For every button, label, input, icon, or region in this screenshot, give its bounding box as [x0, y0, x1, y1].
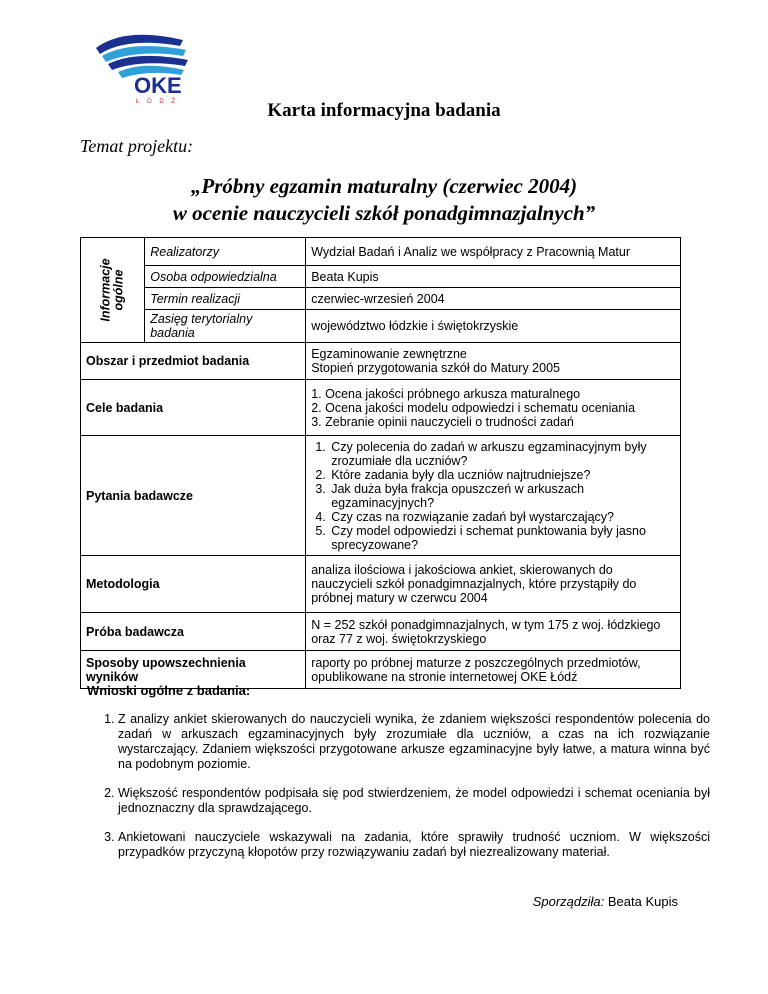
- proba-value: N = 252 szkół ponadgimnazjalnych, w tym 175 z woj. łódzkiego oraz 77 z woj. świętokrzyskiego: [306, 613, 681, 651]
- project-title-line-2: w ocenie nauczycieli szkół ponadgimnazjalnych”: [172, 201, 596, 225]
- question-item: 5. Czy model odpowiedzi i schemat punktowania były jasno sprecyzowane?: [329, 524, 675, 552]
- document-title: Karta informacyjna badania: [267, 100, 501, 121]
- pytania-label: Pytania badawcze: [81, 436, 306, 556]
- project-title: [0, 173, 768, 227]
- cele-label: Cele badania: [81, 380, 306, 436]
- realizatorzy-label: Realizatorzy: [145, 238, 306, 266]
- signature-label: Sporządziła:: [532, 894, 605, 909]
- side-label-line-1: Informacje: [98, 258, 113, 322]
- info-table: [80, 237, 681, 689]
- project-title-line-1: „Próbny egzamin maturalny (czerwiec 2004): [190, 174, 578, 198]
- general-info-side-label: [81, 238, 145, 343]
- proba-label: Próba badawcza: [81, 613, 306, 651]
- obszar-line: Stopień przygotowania szkół do Matury 2005: [311, 361, 560, 375]
- osoba-label: Osoba odpowiedzialna: [145, 266, 306, 288]
- question-item: 3. Jak duża była frakcja opuszczeń w arkuszach egzaminacyjnych?: [329, 482, 675, 510]
- conclusion-item: 2. Większość respondentów podpisała się pod stwierdzeniem, że model odpowiedzi i schemat oceniania był jednoznaczny dla sprawdzającego.: [118, 786, 710, 816]
- question-item: 1. Czy polecenia do zadań w arkuszu egzaminacyjnym były zrozumiałe dla uczniów?: [329, 440, 675, 468]
- conclusion-item: 3. Ankietowani nauczyciele wskazywali na zadania, które sprawiły trudność uczniom. W większości przypadków przyczyną kłopotów przy rozwiązywaniu zadań był niezrealizowany materiał.: [118, 830, 710, 860]
- svg-text:OKE: OKE: [134, 73, 182, 98]
- svg-text:Ł Ó D Ź: Ł Ó D Ź: [136, 99, 179, 105]
- cel-line: 1. Ocena jakości próbnego arkusza maturalnego: [311, 386, 581, 401]
- cele-value: [306, 380, 681, 436]
- zasieg-label: Zasięg terytorialny badania: [145, 310, 306, 343]
- obszar-label: Obszar i przedmiot badania: [81, 343, 306, 380]
- question-item: 4. Czy czas na rozwiązanie zadań był wystarczający?: [329, 510, 675, 524]
- signature: [533, 894, 678, 909]
- sposoby-label: Sposoby upowszechnienia wyników: [81, 651, 306, 689]
- metodologia-label: Metodologia: [81, 556, 306, 613]
- zasieg-value: województwo łódzkie i świętokrzyskie: [306, 310, 681, 343]
- signature-name: Beata Kupis: [607, 894, 678, 909]
- termin-label: Termin realizacji: [145, 288, 306, 310]
- oke-logo: [88, 30, 198, 105]
- question-list: [311, 440, 675, 552]
- pytania-value: [306, 436, 681, 556]
- project-topic-label: Temat projektu:: [80, 136, 194, 156]
- metodologia-value: analiza ilościowa i jakościowa ankiet, skierowanych do nauczycieli szkół ponadgimnazjalnych, które przystąpiły do próbnej matury w czerwcu 2004: [306, 556, 681, 613]
- cel-line: 3. Zebranie opinii nauczycieli o trudności zadań: [311, 414, 574, 429]
- cel-line: 2. Ocena jakości modelu odpowiedzi i schematu oceniania: [311, 400, 636, 415]
- side-label-line-2: ogólne: [111, 269, 126, 311]
- sposoby-value: raporty po próbnej maturze z poszczególnych przedmiotów, opublikowane na stronie internetowej OKE Łódź: [306, 651, 681, 689]
- obszar-line: Egzaminowanie zewnętrzne: [311, 347, 467, 361]
- question-item: 2. Które zadania były dla uczniów najtrudniejsze?: [329, 468, 675, 482]
- conclusion-item: 1. Z analizy ankiet skierowanych do nauczycieli wynika, że zdaniem większości respondentów polecenia do zadań w arkuszach egzaminacyjnych były zrozumiałe dla uczniów, a czas na ich rozwiązanie wystarczający. Zdaniem większości przygotowane arkusze egzaminacyjne były łatwe, a matura winna być na podobnym poziomie.: [118, 712, 710, 772]
- obszar-value: [306, 343, 681, 380]
- osoba-value: Beata Kupis: [306, 266, 681, 288]
- conclusions-title: Wnioski ogólne z badania:: [87, 683, 251, 698]
- conclusions-list: [88, 712, 710, 874]
- realizatorzy-value: Wydział Badań i Analiz we współpracy z Pracownią Matur: [306, 238, 681, 266]
- termin-value: czerwiec-wrzesień 2004: [306, 288, 681, 310]
